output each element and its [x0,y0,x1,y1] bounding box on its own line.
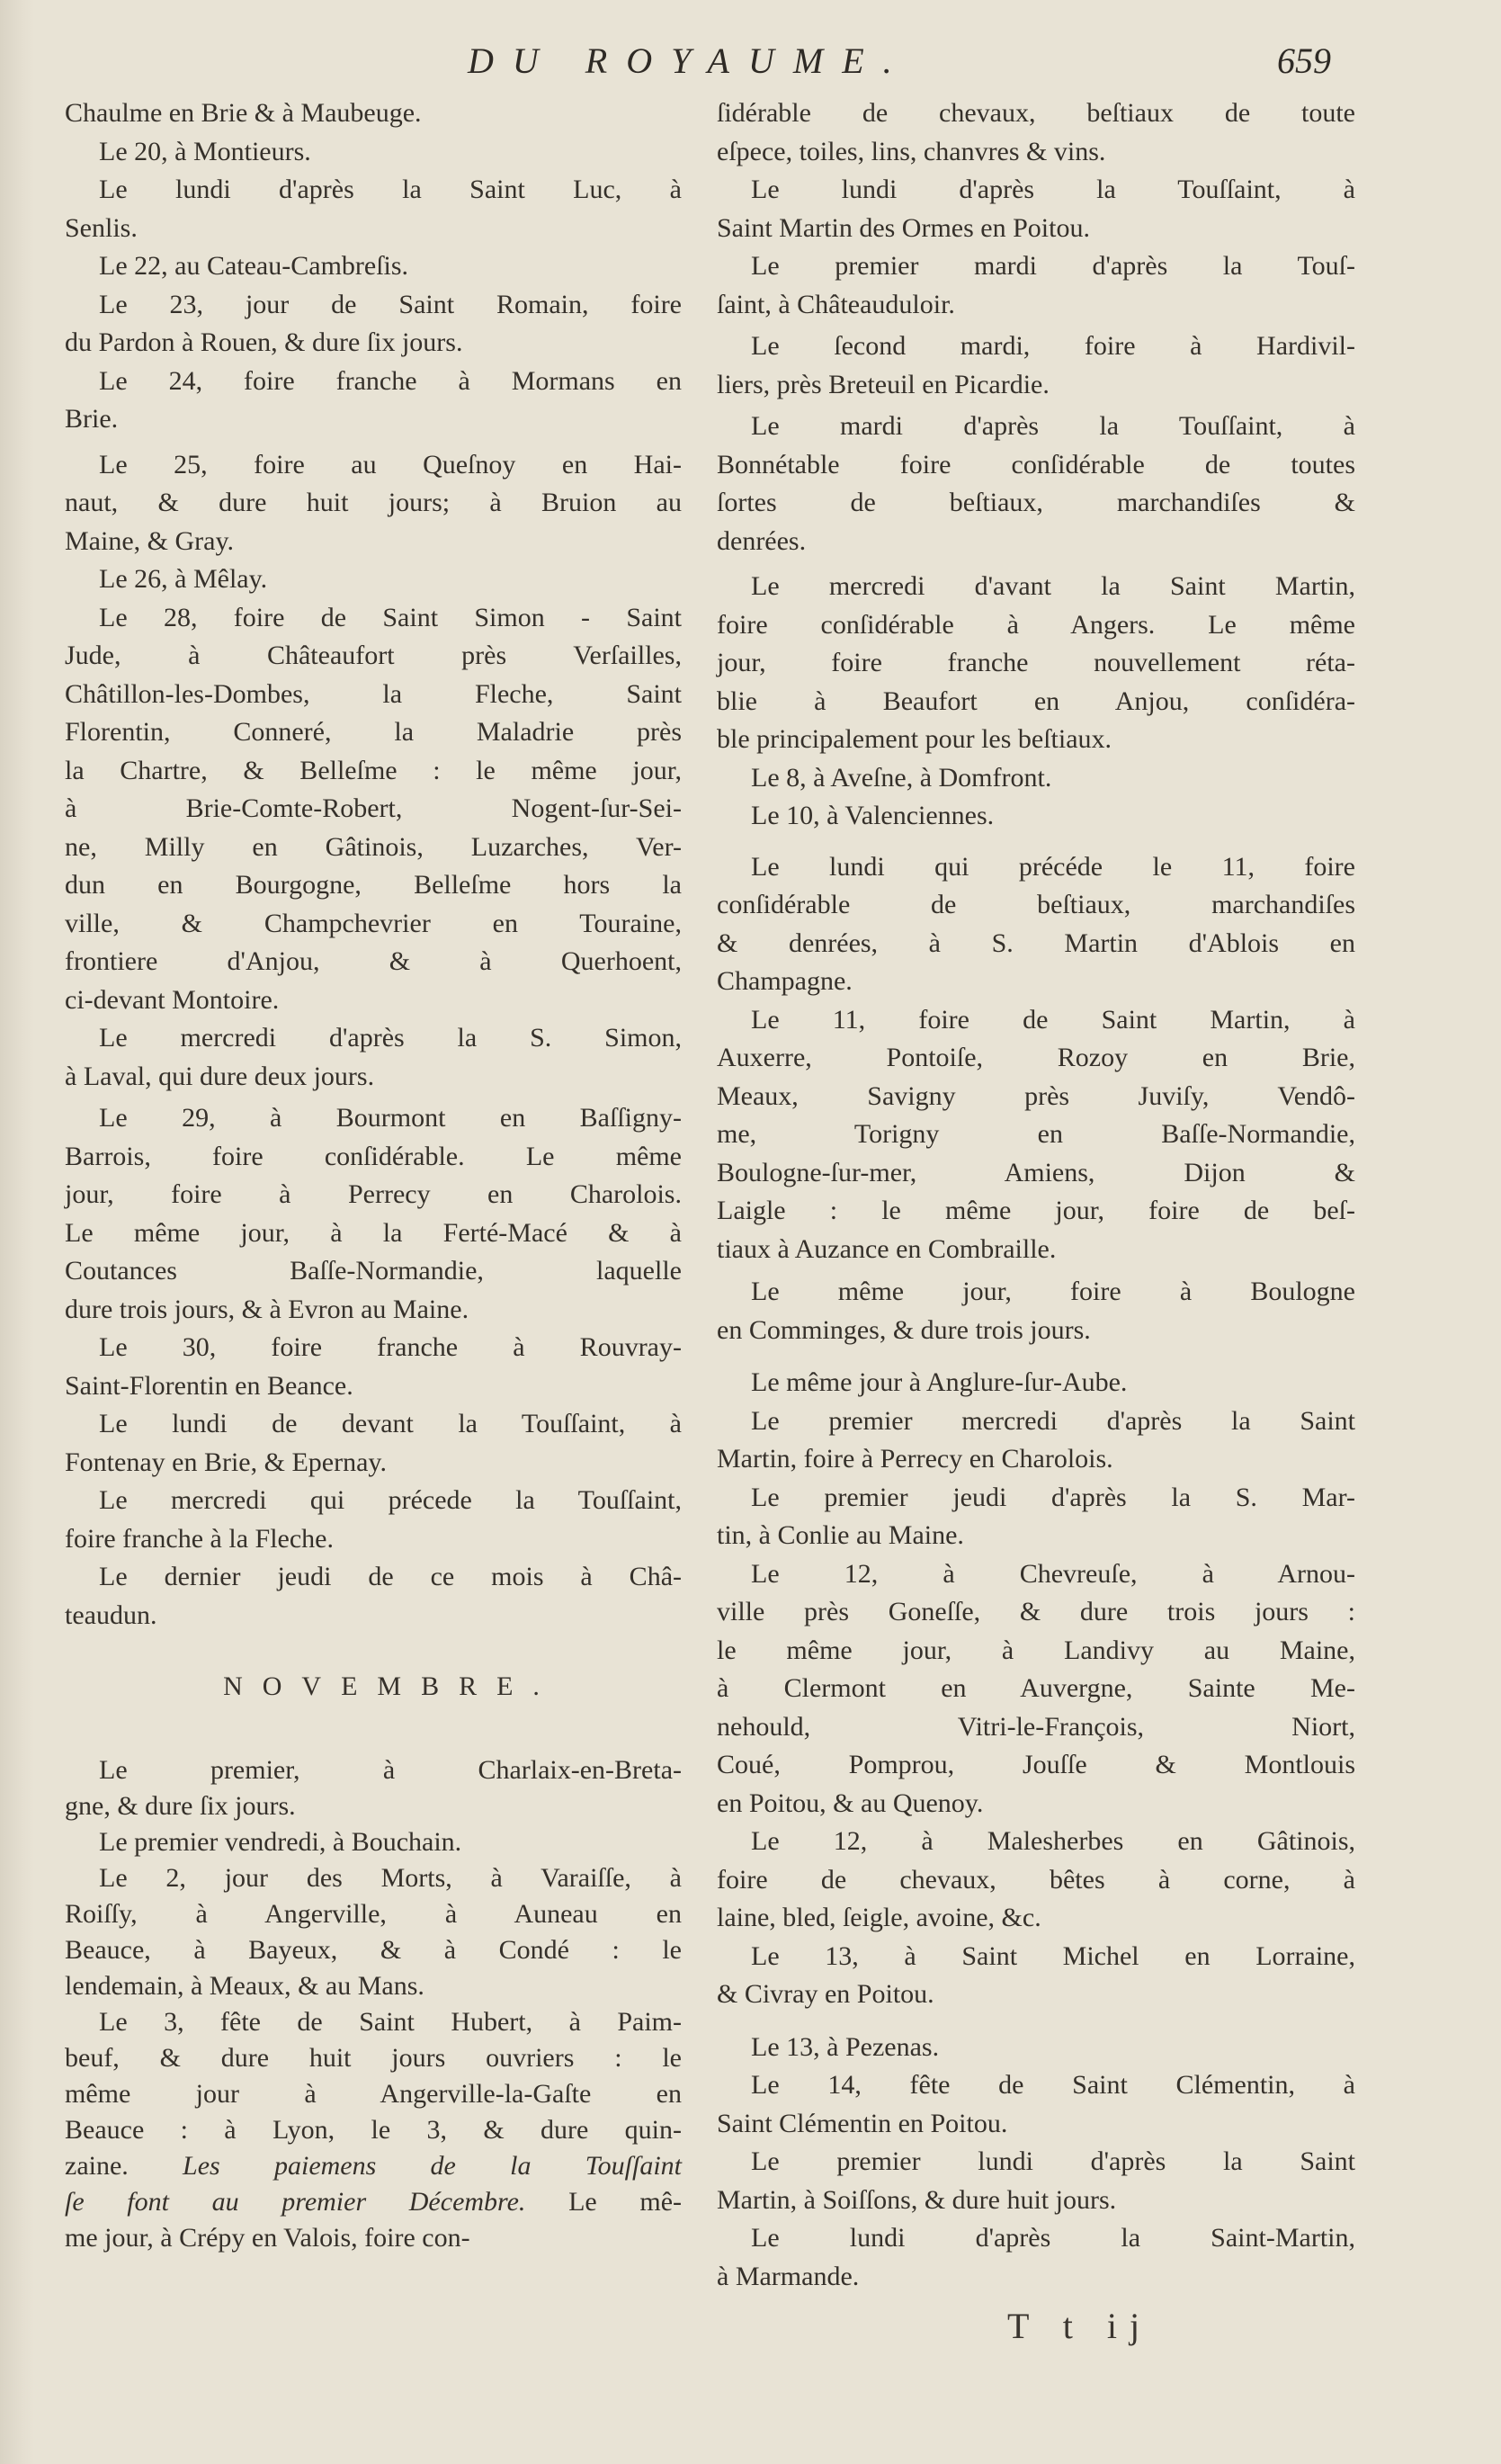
paragraph [717,1273,1355,1349]
text-line: ne, Milly en Gâtinois, Luzarches, Ver- [65,831,682,862]
running-title: DU ROYAUME. [468,40,911,81]
text-line: Le 24, foire franche à Mormans en [99,365,682,396]
text-line: Le 29, à Bourmont en Baſſigny- [99,1103,682,1133]
paragraph [717,2219,1355,2296]
text-line: ci-devant Montoire. [65,984,280,1015]
text-line: Le premier vendredi, à Bouchain. [99,1827,462,1857]
paragraph [65,1019,682,1096]
text-line: le même jour, à Landivy au Maine, [717,1635,1355,1665]
paragraph [717,327,1355,404]
text-line: blie à Beaufort en Anjou, conſidéra- [717,685,1355,716]
text-line: à Laval, qui dure deux jours. [65,1061,375,1091]
text-line: Le premier mercredi d'après la Saint [751,1405,1355,1436]
text-line: Beauce : à Lyon, le 3, & dure quin- [65,2115,682,2145]
paragraph [717,759,1355,798]
paragraph [65,599,682,1020]
text-line: Le 3, fête de Saint Hubert, à Paim- [99,2007,682,2037]
text-line: Le 20, à Montieurs. [99,136,311,166]
text-line: liers, près Breteuil en Picardie. [717,369,1050,399]
text-line: & denrées, à S. Martin d'Ablois en [717,927,1355,958]
text-line: Jude, à Châteaufort près Verſailles, [65,641,682,670]
text-line: Le mercredi qui précede la Touſſaint, [99,1485,682,1515]
paragraph [717,1479,1355,1555]
left-column-lower [65,1752,682,2256]
text-line: Le 12, à Malesherbes en Gâtinois, [751,1826,1355,1856]
paragraph [717,1555,1355,1823]
paragraph [717,1938,1355,2014]
paragraph [65,560,682,599]
text-line: ſortes de beſtiaux, marchandiſes & [717,488,1355,517]
text-segment: Le mê- [568,2187,683,2217]
text-line: Le 22, au Cateau-Cambreſis. [99,251,409,281]
text-line: Saint-Florentin en Beance. [65,1370,353,1401]
text-line: ble principalement pour les beſtiaux. [717,724,1112,754]
text-line: foire de chevaux, bêtes à corne, à [717,1864,1355,1895]
text-line: Laigle : le même jour, foire de beſ- [717,1196,1355,1225]
page-number: 659 [1277,40,1331,81]
text-line: Le premier jeudi d'après la S. Mar- [751,1482,1355,1512]
paragraph [717,247,1355,324]
text-line: foire franche à la Fleche. [65,1523,334,1554]
text-line: Fontenay en Brie, & Epernay. [65,1447,387,1477]
paragraph [717,171,1355,247]
text-line: ville, & Champchevrier en Touraine, [65,908,682,938]
text-line: Coué, Pomprou, Jouſſe & Montlouis [717,1750,1355,1779]
text-line: Le 14, fête de Saint Clémentin, à [751,2070,1355,2100]
signature-mark: T t ij [1007,2306,1153,2346]
text-line: en Comminges, & dure trois jours. [717,1314,1091,1345]
paragraph [65,1405,682,1482]
text-line: en Poitou, & au Quenoy. [717,1788,984,1818]
paragraph [65,171,682,247]
section-heading-novembre: NOVEMBRE. [223,1671,559,1701]
text-line: Le lundi qui précéde le 11, foire [751,851,1355,882]
text-line: Roiſſy, à Angerville, à Auneau en [65,1899,682,1929]
text-line: Saint Clémentin en Poitou. [717,2108,1008,2138]
text-segment: zaine. [65,2151,183,2181]
text-line: Le lundi d'après la Saint-Martin, [751,2223,1355,2253]
text-line: denrées. [717,525,807,556]
text-line: à Clermont en Auvergne, Sainte Me- [717,1673,1355,1703]
paragraph [717,1402,1355,1479]
text-line: Florentin, Conneré, la Maladrie près [65,717,682,747]
text-line: Le 28, foire de Saint Simon - Saint [99,602,682,632]
text-line: lendemain, à Meaux, & au Mans. [65,1971,424,2001]
paragraph [717,2029,1355,2067]
text-line: Le dernier jeudi de ce mois à Châ- [99,1562,682,1591]
text-line: jour, foire franche nouvellement réta- [717,648,1355,677]
text-line: gne, & dure ſix jours. [65,1791,296,1821]
paragraph [65,1558,682,1635]
paragraph [717,1823,1355,1938]
text-line: Le 13, à Saint Michel en Lorraine, [751,1940,1355,1971]
text-line: dure trois jours, & à Evron au Maine. [65,1294,469,1324]
paragraph [717,408,1355,560]
left-column-upper [65,94,682,1635]
text-line: & Civray en Poitou. [717,1979,934,2009]
paragraph [65,247,682,286]
text-line: Le mercredi d'après la S. Simon, [99,1023,682,1053]
text-line: dun en Bourgogne, Belleſme hors la [65,870,682,900]
text-line: Le premier mardi d'après la Touſ- [751,251,1355,281]
text-line: ſaint, à Châteauduloir. [717,289,955,319]
text-line: laine, bled, ſeigle, avoine, &c. [717,1903,1041,1932]
paragraph [717,94,1355,171]
text-line: Le ſecond mardi, foire à Hardivil- [751,331,1355,361]
paragraph [65,1329,682,1405]
text-line: Senlis. [65,212,138,243]
paragraph [717,2143,1355,2219]
text-line: Le mercredi d'avant la Saint Martin, [751,571,1355,601]
text-line: Le lundi de devant la Touſſaint, à [99,1409,682,1438]
text-line: Coutances Baſſe-Normandie, laquelle [65,1256,682,1286]
paragraph [65,363,682,439]
text-line: à Marmande. [717,2261,860,2291]
text-line: tiaux à Auzance en Combraille. [717,1233,1057,1264]
text-line: Barrois, foire conſidérable. Le même [65,1141,682,1171]
text-line: Maine, & Gray. [65,525,234,556]
text-line: Bonnétable foire conſidérable de toutes [717,449,1355,479]
text-line: Le même jour, foire à Boulogne [751,1277,1355,1306]
paragraph [717,1001,1355,1269]
text-line: teaudun. [65,1599,157,1630]
text-line: Le 26, à Mêlay. [99,564,268,594]
text-line: naut, & dure huit jours; à Bruion au [65,488,682,517]
text-line: jour, foire à Perrecy en Charolois. [65,1179,682,1209]
text-line: Le 8, à Aveſne, à Domfront. [751,762,1052,793]
paragraph [65,1752,682,1824]
text-line: eſpece, toiles, lins, chanvres & vins. [717,136,1106,166]
text-line: Le premier, à Charlaix-en-Breta- [99,1755,682,1785]
text-line: tin, à Conlie au Maine. [717,1520,964,1550]
text-line: beuf, & dure huit jours ouvriers : le [65,2043,682,2073]
text-line: Beauce, à Bayeux, & à Condé : le [65,1935,682,1965]
page-header [0,40,1501,85]
text-line: Champagne. [717,966,853,996]
text-line: Le 25, foire au Queſnoy en Hai- [99,449,682,479]
paragraph [717,848,1355,1001]
text-line: Le 11, foire de Saint Martin, à [751,1004,1355,1035]
paragraph [717,568,1355,759]
text-line: frontiere d'Anjou, & à Querhoent, [65,946,682,976]
text-line: Le 10, à Valenciennes. [751,801,995,830]
paragraph [65,1482,682,1558]
text-line: Meaux, Savigny près Juviſy, Vendô- [717,1080,1355,1111]
text-line: nehould, Vitri-le-François, Niort, [717,1711,1355,1742]
left-column [65,94,682,2256]
text-line: Le même jour, à la Ferté-Macé & à [65,1217,682,1248]
text-line: Boulogne-ſur-mer, Amiens, Dijon & [717,1157,1355,1187]
text-line: Martin, foire à Perrecy en Charolois. [717,1444,1113,1474]
paragraph [717,2066,1355,2143]
paragraph [65,2004,682,2256]
paragraph [717,1364,1355,1402]
italic-text: Les paiemens de la Touſſaint [183,2151,682,2181]
paragraph [65,1099,682,1329]
text-line: à Brie-Comte-Robert, Nogent-ſur-Sei- [65,793,682,823]
paragraph [65,94,682,133]
text-line: Le 2, jour des Morts, à Varaiſſe, à [99,1863,682,1893]
text-line: Le même jour à Anglure-ſur-Aube. [751,1367,1128,1397]
text-line [65,2148,682,2184]
paragraph [65,1860,682,2004]
text-line: Le 30, foire franche à Rouvray- [99,1332,682,1362]
paragraph [65,286,682,363]
text-line: foire conſidérable à Angers. Le même [717,609,1355,640]
text-line: ſidérable de chevaux, beſtiaux de toute [717,98,1355,128]
text-line: la Chartre, & Belleſme : le même jour, [65,755,682,785]
text-line: Saint Martin des Ormes en Poitou. [717,212,1090,243]
text-line: ville près Goneſſe, & dure trois jours : [717,1597,1355,1626]
text-line: conſidérable de beſtiaux, marchandiſes [717,890,1355,919]
italic-text: ſe font au premier Décembre. [65,2187,569,2217]
text-line: Le 23, jour de Saint Romain, foire [99,289,682,319]
paragraph [65,446,682,561]
text-line [65,2184,682,2220]
paragraph [65,1824,682,1860]
text-line: Le lundi d'après la Saint Luc, à [99,175,682,204]
text-line: Le 13, à Pezenas. [751,2031,940,2062]
text-line: me jour, à Crépy en Valois, foire con- [65,2223,470,2253]
page-gutter-shadow [0,0,34,2464]
text-line: Chaulme en Brie & à Maubeuge. [65,98,422,128]
text-line: Martin, à Soiſſons, & dure huit jours. [717,2184,1117,2215]
text-line: Le mardi d'après la Touſſaint, à [751,411,1355,441]
paragraph [717,797,1355,836]
text-line: me, Torigny en Baſſe-Normandie, [717,1119,1355,1149]
text-line: Le premier lundi d'après la Saint [751,2146,1355,2176]
text-line: Auxerre, Pontoiſe, Rozoy en Brie, [717,1043,1355,1072]
text-line: même jour à Angerville-la-Gaſte en [65,2079,682,2109]
right-column [717,94,1355,2296]
text-line: Brie. [65,404,119,434]
text-line: Le 12, à Chevreuſe, à Arnou- [751,1558,1355,1589]
text-line: Le lundi d'après la Touſſaint, à [751,175,1355,204]
text-line: du Pardon à Rouen, & dure ſix jours. [65,327,463,357]
text-line: Châtillon-les-Dombes, la Fleche, Saint [65,678,682,709]
paragraph [65,133,682,172]
